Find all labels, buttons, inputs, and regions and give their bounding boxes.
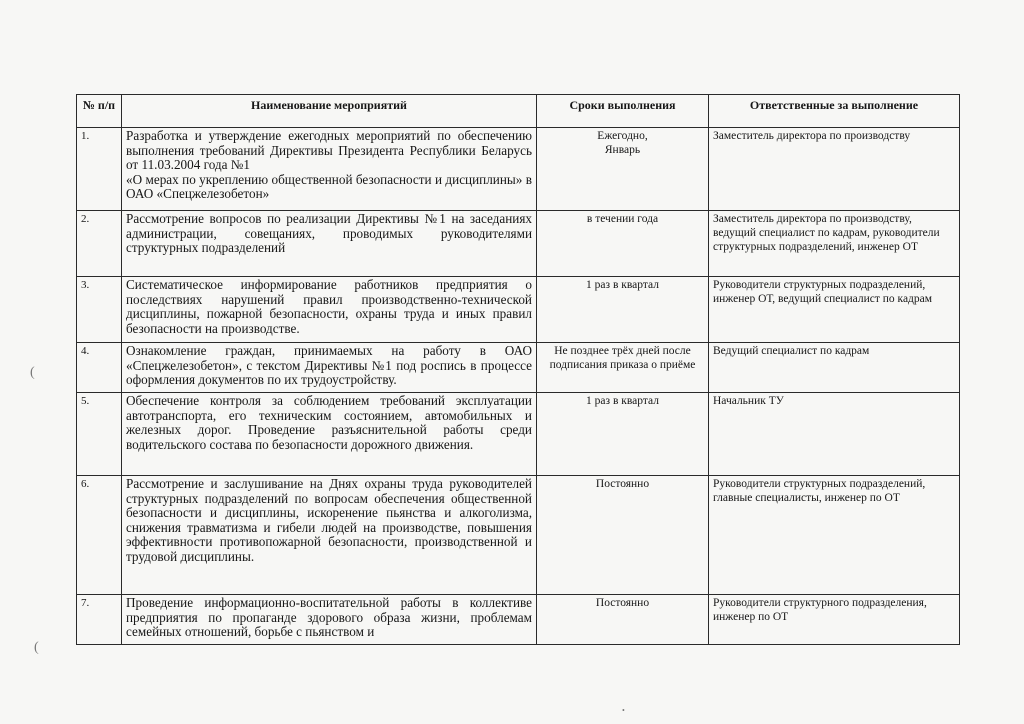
row-responsible: Руководители структурных подразделений, главные специалисты, инженер по ОТ <box>709 476 960 595</box>
header-deadline: Сроки выполнения <box>537 95 709 128</box>
row-responsible: Начальник ТУ <box>709 393 960 476</box>
table-row <box>77 393 960 476</box>
row-deadline: Не позднее трёх дней после подписания приказа о приёме <box>537 343 709 393</box>
row-responsible: Руководители структурных подразделений, инженер ОТ, ведущий специалист по кадрам <box>709 277 960 343</box>
row-number: 1. <box>77 128 122 211</box>
row-title: Проведение информационно-воспитательной работы в коллективе предприятия по пропаганде здорового образа жизни, проблемам семейных отношений, борьбе с пьянством и <box>122 595 537 645</box>
table-row <box>77 476 960 595</box>
header-responsible: Ответственные за выполнение <box>709 95 960 128</box>
table-row <box>77 128 960 211</box>
row-deadline: 1 раз в квартал <box>537 393 709 476</box>
table-row <box>77 211 960 277</box>
row-deadline-extra: Январь <box>604 144 641 156</box>
row-deadline <box>537 128 709 211</box>
header-title: Наименование мероприятий <box>122 95 537 128</box>
row-deadline: в течении года <box>537 211 709 277</box>
row-title: Рассмотрение и заслушивание на Днях охраны труда руководителей структурных подразделений по вопросам обеспечения общественной безопасности и дисциплины, искоренение пьянства и алкоголизма, снижения травматизма и гибели людей на производстве, повышения эффективности противопожарной безопасности, производственной и трудовой дисциплины. <box>122 476 537 595</box>
header-number: № п/п <box>77 95 122 128</box>
row-title: Рассмотрение вопросов по реализации Директивы №1 на заседаниях администрации, совещаниях, проводимых руководителями структурных подразделений <box>122 211 537 277</box>
row-deadline: Постоянно <box>537 476 709 595</box>
table-row <box>77 277 960 343</box>
row-deadline: 1 раз в квартал <box>537 277 709 343</box>
scan-mark: ( <box>34 640 39 655</box>
row-title: Ознакомление граждан, принимаемых на работу в ОАО «Спецжелезобетон», с текстом Директивы №1 под роспись в процессе оформления документов по их трудоустройству. <box>122 343 537 393</box>
row-deadline-main: Ежегодно, <box>597 130 648 142</box>
row-title: Обеспечение контроля за соблюдением требований эксплуатации автотранспорта, его техническим состоянием, автомобильных и железных дорог. Проведение разъяснительной работы среди водительского состава по безопасности дорожного движения. <box>122 393 537 476</box>
row-deadline: Постоянно <box>537 595 709 645</box>
row-number: 7. <box>77 595 122 645</box>
row-responsible: Заместитель директора по производству <box>709 128 960 211</box>
row-number: 3. <box>77 277 122 343</box>
row-responsible: Ведущий специалист по кадрам <box>709 343 960 393</box>
row-responsible: Руководители структурного подразделения, инженер по ОТ <box>709 595 960 645</box>
row-number: 5. <box>77 393 122 476</box>
row-number: 6. <box>77 476 122 595</box>
table-row <box>77 343 960 393</box>
measures-table <box>76 94 960 645</box>
scan-mark: • <box>622 706 625 715</box>
table-row <box>77 595 960 645</box>
row-number: 2. <box>77 211 122 277</box>
row-title-extra: «О мерах по укреплению общественной безопасности и дисциплины» в ОАО «Спецжелезобетон» <box>126 171 532 202</box>
row-title-main: Разработка и утверждение ежегодных мероприятий по обеспечению выполнения требований Директивы Президента Республики Беларусь от 11.03.2004 года №1 <box>126 128 532 173</box>
row-number: 4. <box>77 343 122 393</box>
row-title: Систематическое информирование работников предприятия о последствиях нарушений правил производственно-технической дисциплины, пожарной безопасности, охраны труда и иных правил безопасности на производстве. <box>122 277 537 343</box>
scan-mark: ( <box>30 365 35 380</box>
row-responsible: Заместитель директора по производству, ведущий специалист по кадрам, руководители структурных подразделений, инженер ОТ <box>709 211 960 277</box>
table-header-row <box>77 95 960 128</box>
row-title <box>122 128 537 211</box>
